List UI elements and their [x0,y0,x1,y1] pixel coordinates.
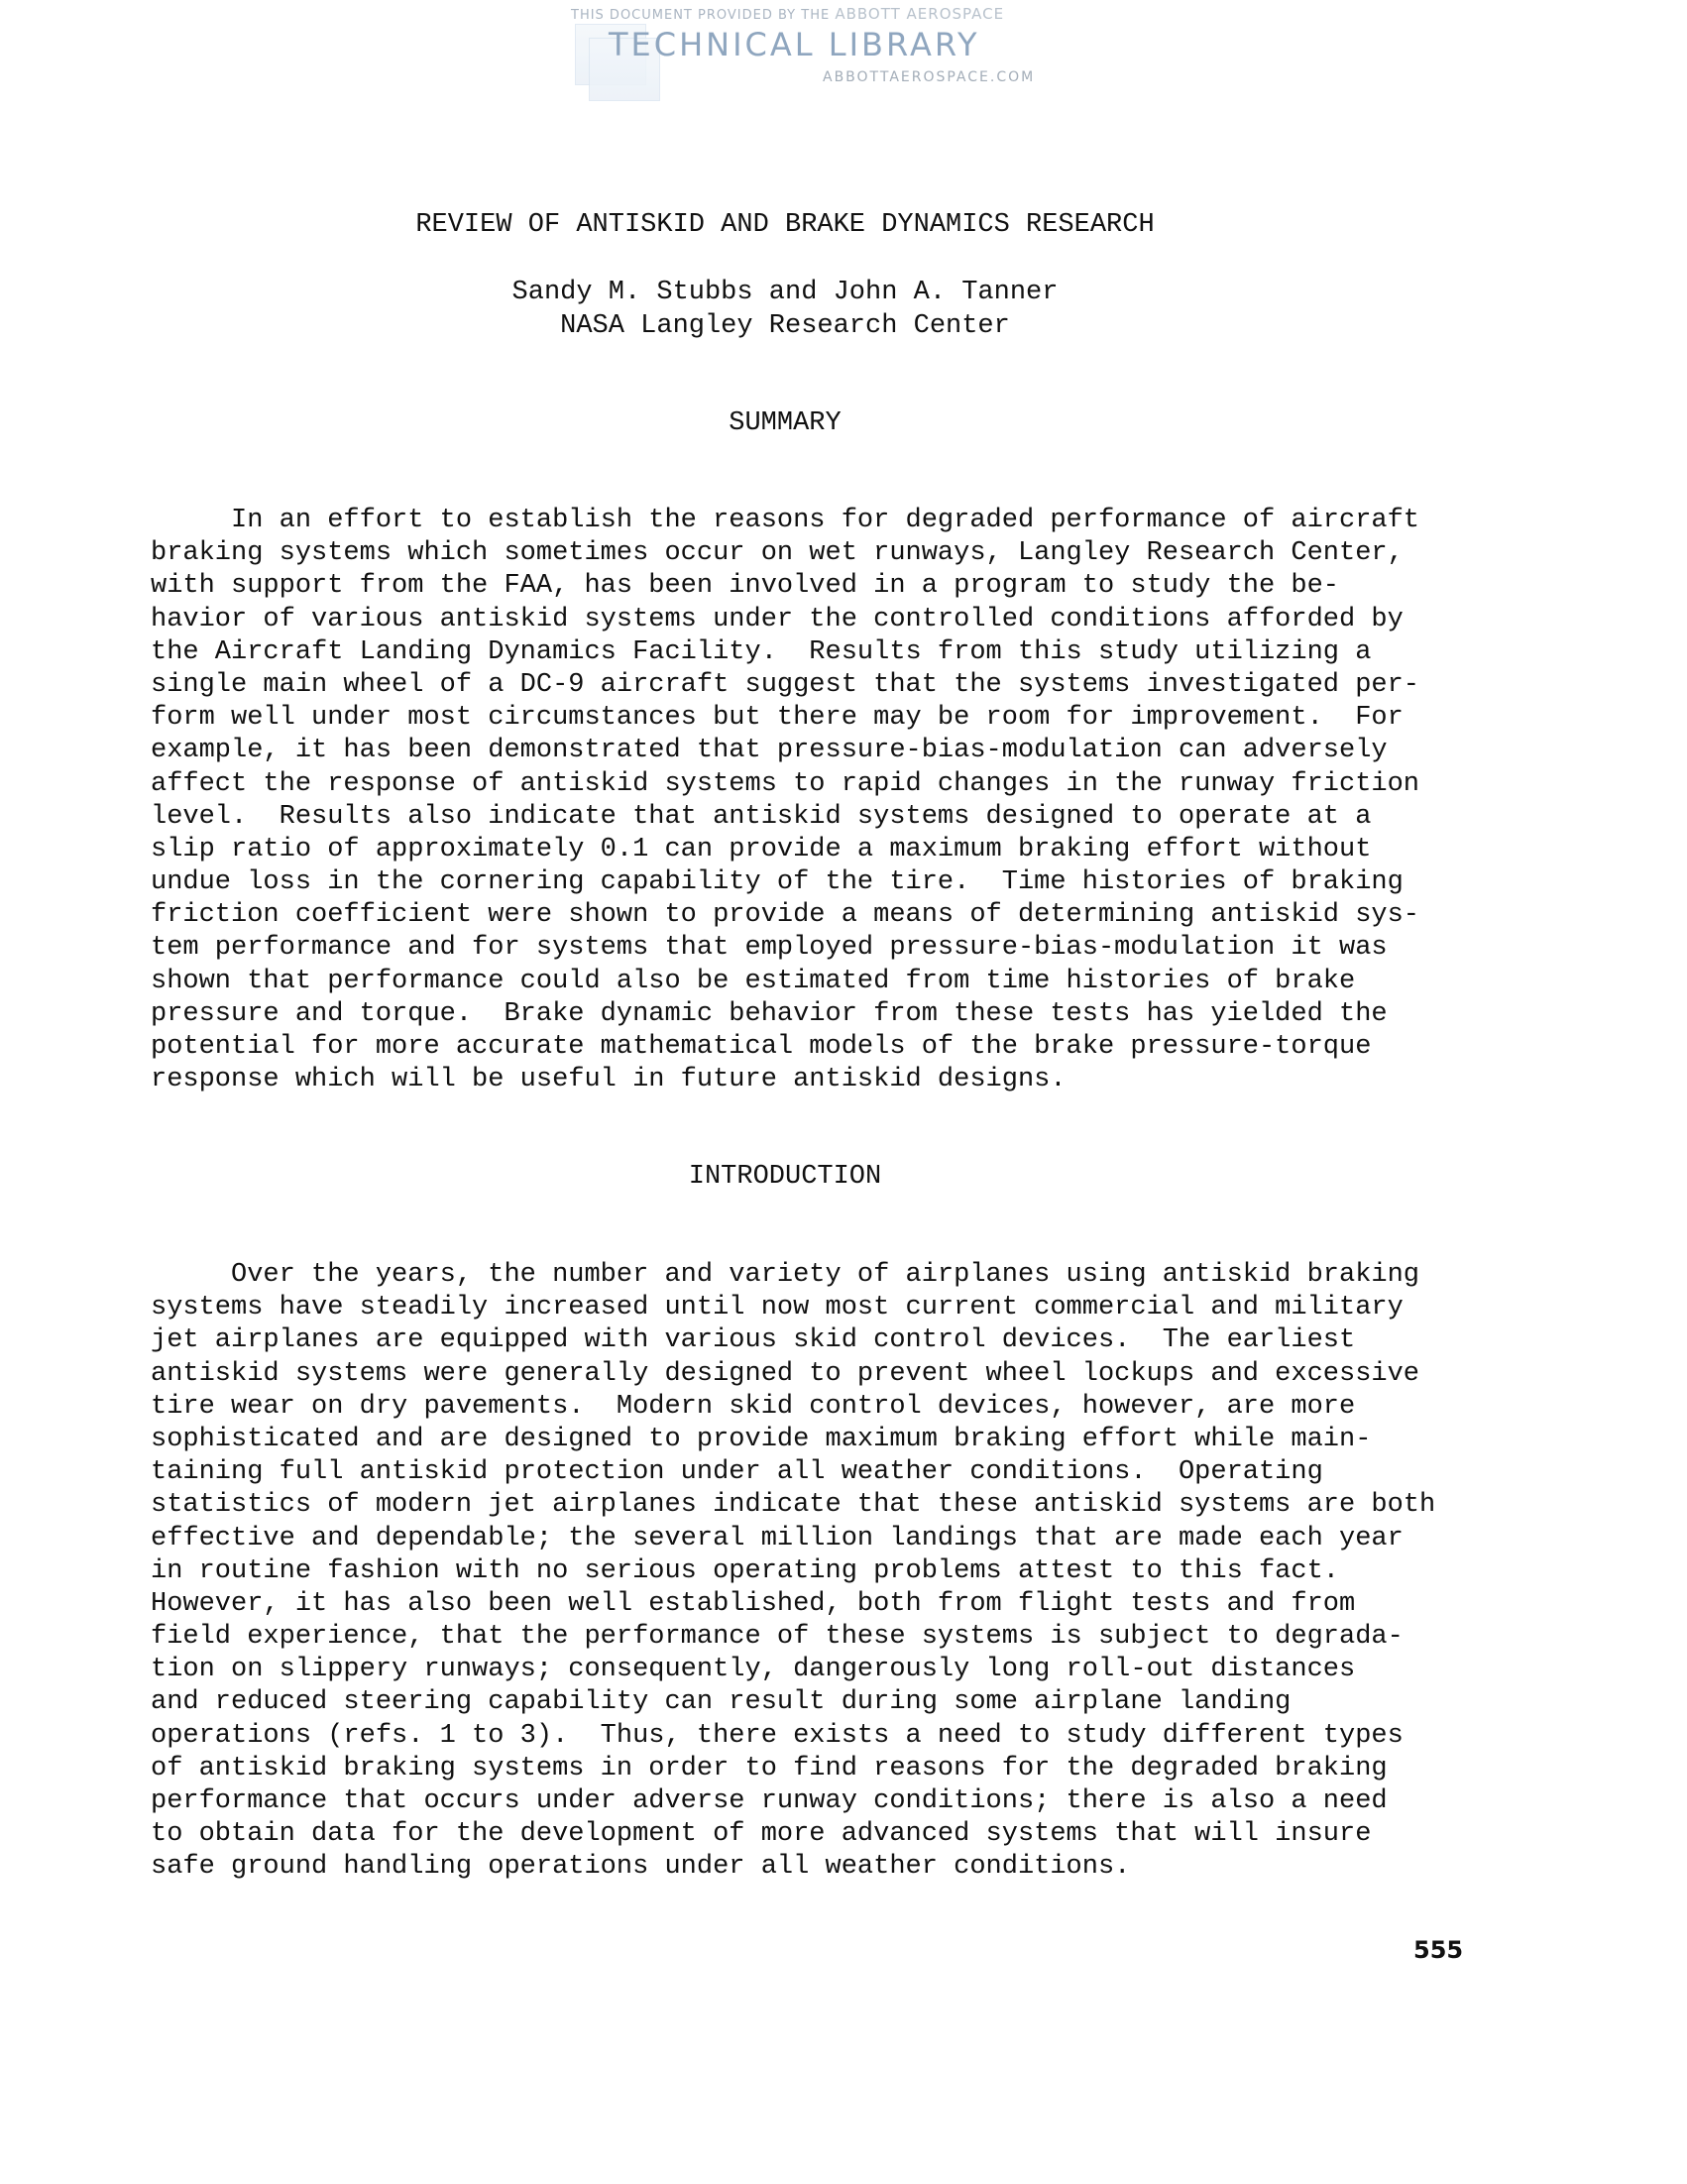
text-line: However, it has also been well established, both from flight tests and from [151,1588,1356,1619]
text-line: effective and dependable; the several million landings that are made each year [151,1523,1404,1553]
text-line: In an effort to establish the reasons for degraded performance of aircraft [151,506,1420,535]
text-line: Over the years, the number and variety of airplanes using antiskid braking [151,1260,1420,1290]
text-line: of antiskid braking systems in order to find reasons for the degraded braking [151,1753,1388,1783]
watermark-brand: ABBOTT AEROSPACE [835,5,1005,23]
watermark-provided-by [571,4,1004,24]
text-line: friction coefficient were shown to provide a means of determining antiskid sys- [151,900,1420,931]
text-line: operations (refs. 1 to 3). Thus, there exists a need to study different types [151,1720,1404,1751]
text-line: tire wear on dry pavements. Modern skid control devices, however, are more [151,1391,1356,1422]
text-line: level. Results also indicate that antiskid systems designed to operate at a [151,801,1372,832]
paper-title: REVIEW OF ANTISKID AND BRAKE DYNAMICS RESEARCH [415,210,1155,240]
text-line: slip ratio of approximately 0.1 can provide a maximum braking effort without [151,834,1372,864]
text-line: systems have steadily increased until now most current commercial and military [151,1293,1404,1323]
introduction-paragraph [151,1259,1435,1885]
text-line: performance that occurs under adverse runway conditions; there is also a need [151,1786,1388,1816]
affiliation: NASA Langley Research Center [560,311,1010,341]
text-line: with support from the FAA, has been involved in a program to study the be- [151,571,1339,602]
text-line: tion on slippery runways; consequently, dangerously long roll-out distances [151,1655,1356,1685]
text-line: taining full antiskid protection under all weather conditions. Operating [151,1457,1323,1488]
text-line: response which will be useful in future antiskid designs. [151,1065,1067,1095]
text-line: to obtain data for the development of more advanced systems that will insure [151,1819,1372,1850]
text-line: pressure and torque. Brake dynamic behavior from these tests has yielded the [151,998,1388,1029]
text-line: affect the response of antiskid systems to rapid changes in the runway friction [151,768,1420,799]
text-line: undue loss in the cornering capability of the tire. Time histories of braking [151,867,1404,898]
text-line: braking systems which sometimes occur on wet runways, Langley Research Center, [151,538,1404,569]
watermark-provided-by-text: THIS DOCUMENT PROVIDED BY THE [571,8,831,23]
text-line: antiskid systems were generally designed to prevent wheel lockups and excessive [151,1358,1420,1389]
text-line: form well under most circumstances but there may be room for improvement. For [151,703,1404,734]
text-line: tem performance and for systems that employed pressure-bias-modulation it was [151,933,1388,964]
summary-heading: SUMMARY [729,408,842,438]
text-line: single main wheel of a DC-9 aircraft suggest that the systems investigated per- [151,669,1420,700]
text-line: field experience, that the performance of these systems is subject to degrada- [151,1622,1404,1653]
introduction-heading: INTRODUCTION [688,1162,882,1192]
watermark-title: TECHNICAL LIBRARY [609,26,980,63]
summary-paragraph [151,505,1419,1096]
text-line: safe ground handling operations under all weather conditions. [151,1852,1131,1883]
text-line: and reduced steering capability can result during some airplane landing [151,1687,1292,1718]
watermark-logo [567,2,1122,117]
text-line: sophisticated and are designed to provide maximum braking effort while main- [151,1424,1372,1454]
text-line: example, it has been demonstrated that pressure-bias-modulation can adversely [151,736,1388,766]
text-line: shown that performance could also be estimated from time histories of brake [151,966,1356,996]
text-line: in routine fashion with no serious operating problems attest to this fact. [151,1555,1339,1586]
page-number: 555 [1413,1936,1464,1964]
text-line: statistics of modern jet airplanes indicate that these antiskid systems are both [151,1490,1436,1521]
text-line: havior of various antiskid systems under the controlled conditions afforded by [151,604,1404,634]
text-line: the Aircraft Landing Dynamics Facility. Results from this study utilizing a [151,636,1372,667]
watermark-url: ABBOTTAEROSPACE.COM [823,69,1036,85]
text-line: jet airplanes are equipped with various skid control devices. The earliest [151,1325,1356,1356]
authors: Sandy M. Stubbs and John A. Tanner [511,278,1059,307]
text-line: potential for more accurate mathematical models of the brake pressure-torque [151,1032,1372,1062]
